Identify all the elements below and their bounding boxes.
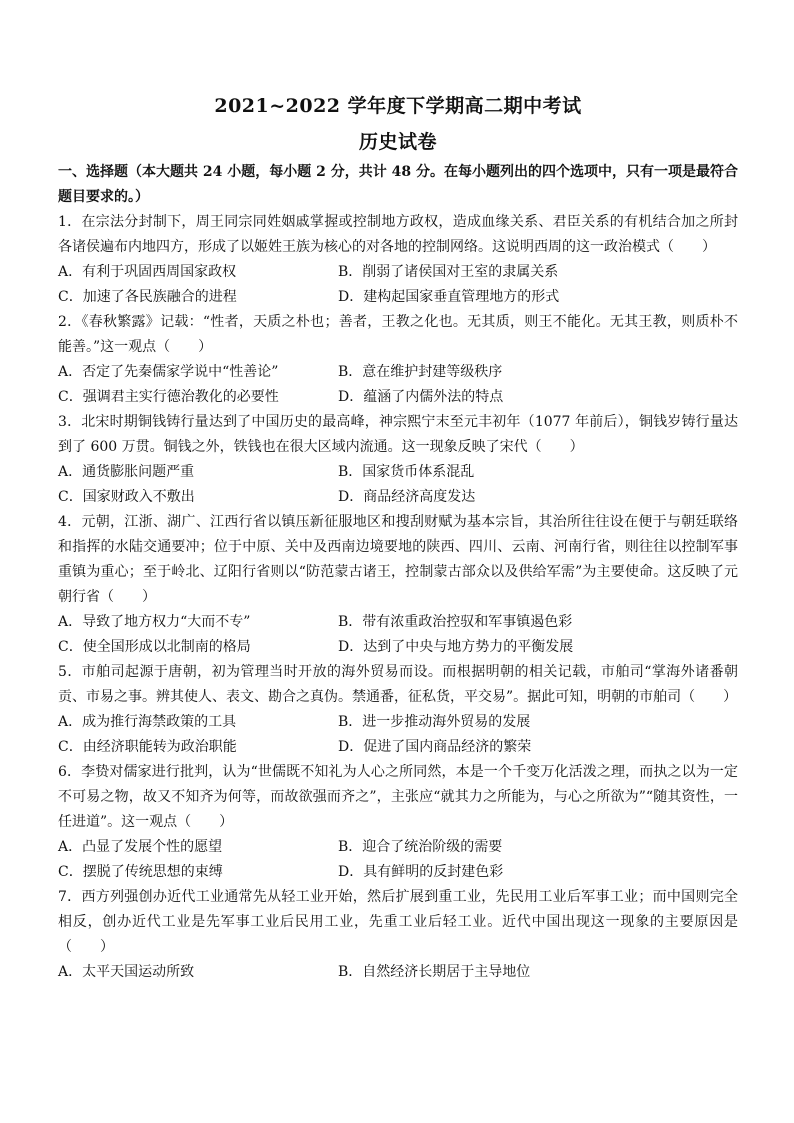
options	[58, 710, 738, 760]
option-a[interactable]: A．成为推行海禁政策的工具	[58, 714, 237, 730]
option-d[interactable]: D．商品经济高度发达	[338, 489, 476, 505]
option-a[interactable]: A．凸显了发展个性的愿望	[58, 839, 223, 855]
section-heading: 一、选择题（本大题共 24 小题，每小题 2 分，共计 48 分。在每小题列出的四个选项中，只有一项是最符合题目要求的。）	[58, 164, 738, 205]
exam-page	[58, 92, 738, 985]
question-stem: 3．北宋时期铜钱铸行量达到了中国历史的最高峰，神宗熙宁末至元丰初年（1077 年前后），铜钱岁铸行量达到了 600 万贯。铜钱之外，铁钱也在很大区域内流通。这一现象反映了宋代（ ）	[58, 414, 738, 455]
question-1	[58, 210, 738, 310]
option-c[interactable]: C．国家财政入不敷出	[58, 489, 195, 505]
option-d[interactable]: D．促进了国内商品经济的繁荣	[338, 739, 532, 755]
question-stem: 6．李贽对儒家进行批判，认为“世儒既不知礼为人心之所同然，本是一个千变万化活泼之理，而执之以为一定不可易之物，故又不知齐为何等，而故欲强而齐之”，主张应“就其力之所能为，与心之所欲为”“随其资性，一任进道”。这一观点（ ）	[58, 764, 738, 830]
option-c[interactable]: C．由经济职能转为政治职能	[58, 739, 237, 755]
option-a[interactable]: A．有利于巩固西周国家政权	[58, 264, 237, 280]
options	[58, 460, 738, 510]
option-a[interactable]: A．通货膨胀问题严重	[58, 464, 195, 480]
option-c[interactable]: C．使全国形成以北制南的格局	[58, 639, 251, 655]
question-6	[58, 760, 738, 885]
option-a[interactable]: A．否定了先秦儒家学说中“性善论”	[58, 364, 279, 380]
question-stem: 2．《春秋繁露》记载：“性者，天质之朴也；善者，王教之化也。无其质，则王不能化。无其王教，则质朴不能善。”这一观点（ ）	[58, 314, 738, 355]
options	[58, 260, 738, 310]
option-a[interactable]: A．太平天国运动所致	[58, 964, 195, 980]
question-stem: 1．在宗法分封制下，周王同宗同姓姻戚掌握或控制地方政权，造成血缘关系、君臣关系的有机结合加之所封各诸侯遍布内地四方，形成了以姬姓王族为核心的对各地的控制网络。这说明西周的这一政治模式（ ）	[58, 214, 738, 255]
option-b[interactable]: B．国家货币体系混乱	[338, 464, 475, 480]
question-3	[58, 410, 738, 510]
question-5	[58, 660, 738, 760]
option-d[interactable]: D．具有鲜明的反封建色彩	[338, 864, 504, 880]
question-stem: 4．元朝，江浙、湖广、江西行省以镇压新征服地区和搜刮财赋为基本宗旨，其治所往往设在便于与朝廷联络和指挥的水陆交通要冲；位于中原、关中及西南边境要地的陕西、四川、云南、河南行省，则往往以控制军事重镇为重心；至于岭北、辽阳行省则以“防范蒙古诸王，控制蒙古部众以及供给军需”为主要使命。这反映了元朝行省（ ）	[58, 514, 738, 605]
option-c[interactable]: C．强调君主实行德治教化的必要性	[58, 389, 279, 405]
option-b[interactable]: B．带有浓重政治控驭和军事镇遏色彩	[338, 614, 573, 630]
option-d[interactable]: D．蕴涵了内儒外法的特点	[338, 389, 504, 405]
exam-subtitle: 历史试卷	[358, 131, 437, 153]
option-b[interactable]: B．自然经济长期居于主导地位	[338, 964, 531, 980]
option-c[interactable]: C．加速了各民族融合的进程	[58, 289, 237, 305]
question-stem: 7．西方列强创办近代工业通常先从轻工业开始，然后扩展到重工业，先民用工业后军事工业；而中国则完全相反，创办近代工业是先军事工业后民用工业，先重工业后轻工业。近代中国出现这一现象的主要原因是（ ）	[58, 889, 738, 955]
option-c[interactable]: C．摆脱了传统思想的束缚	[58, 864, 223, 880]
option-b[interactable]: B．进一步推动海外贸易的发展	[338, 714, 531, 730]
exam-title: 2021~2022 学年度下学期高二期中考试	[214, 95, 582, 117]
options	[58, 360, 738, 410]
question-7	[58, 885, 738, 985]
option-b[interactable]: B．削弱了诸侯国对王室的隶属关系	[338, 264, 559, 280]
option-d[interactable]: D．达到了中央与地方势力的平衡发展	[338, 639, 574, 655]
options	[58, 835, 738, 885]
question-stem: 5．市舶司起源于唐朝，初为管理当时开放的海外贸易而设。而根据明朝的相关记载，市舶司“掌海外诸番朝贡、市易之事。辨其使人、表文、勘合之真伪。禁通番，征私货，平交易”。据此可知，明朝的市舶司（ ）	[58, 664, 738, 705]
options	[58, 610, 738, 660]
question-4	[58, 510, 738, 660]
option-b[interactable]: B．意在维护封建等级秩序	[338, 364, 503, 380]
option-a[interactable]: A．导致了地方权力“大而不专”	[58, 614, 251, 630]
options	[58, 960, 738, 985]
question-2	[58, 310, 738, 410]
option-b[interactable]: B．迎合了统治阶级的需要	[338, 839, 503, 855]
option-d[interactable]: D．建构起国家垂直管理地方的形式	[338, 289, 560, 305]
